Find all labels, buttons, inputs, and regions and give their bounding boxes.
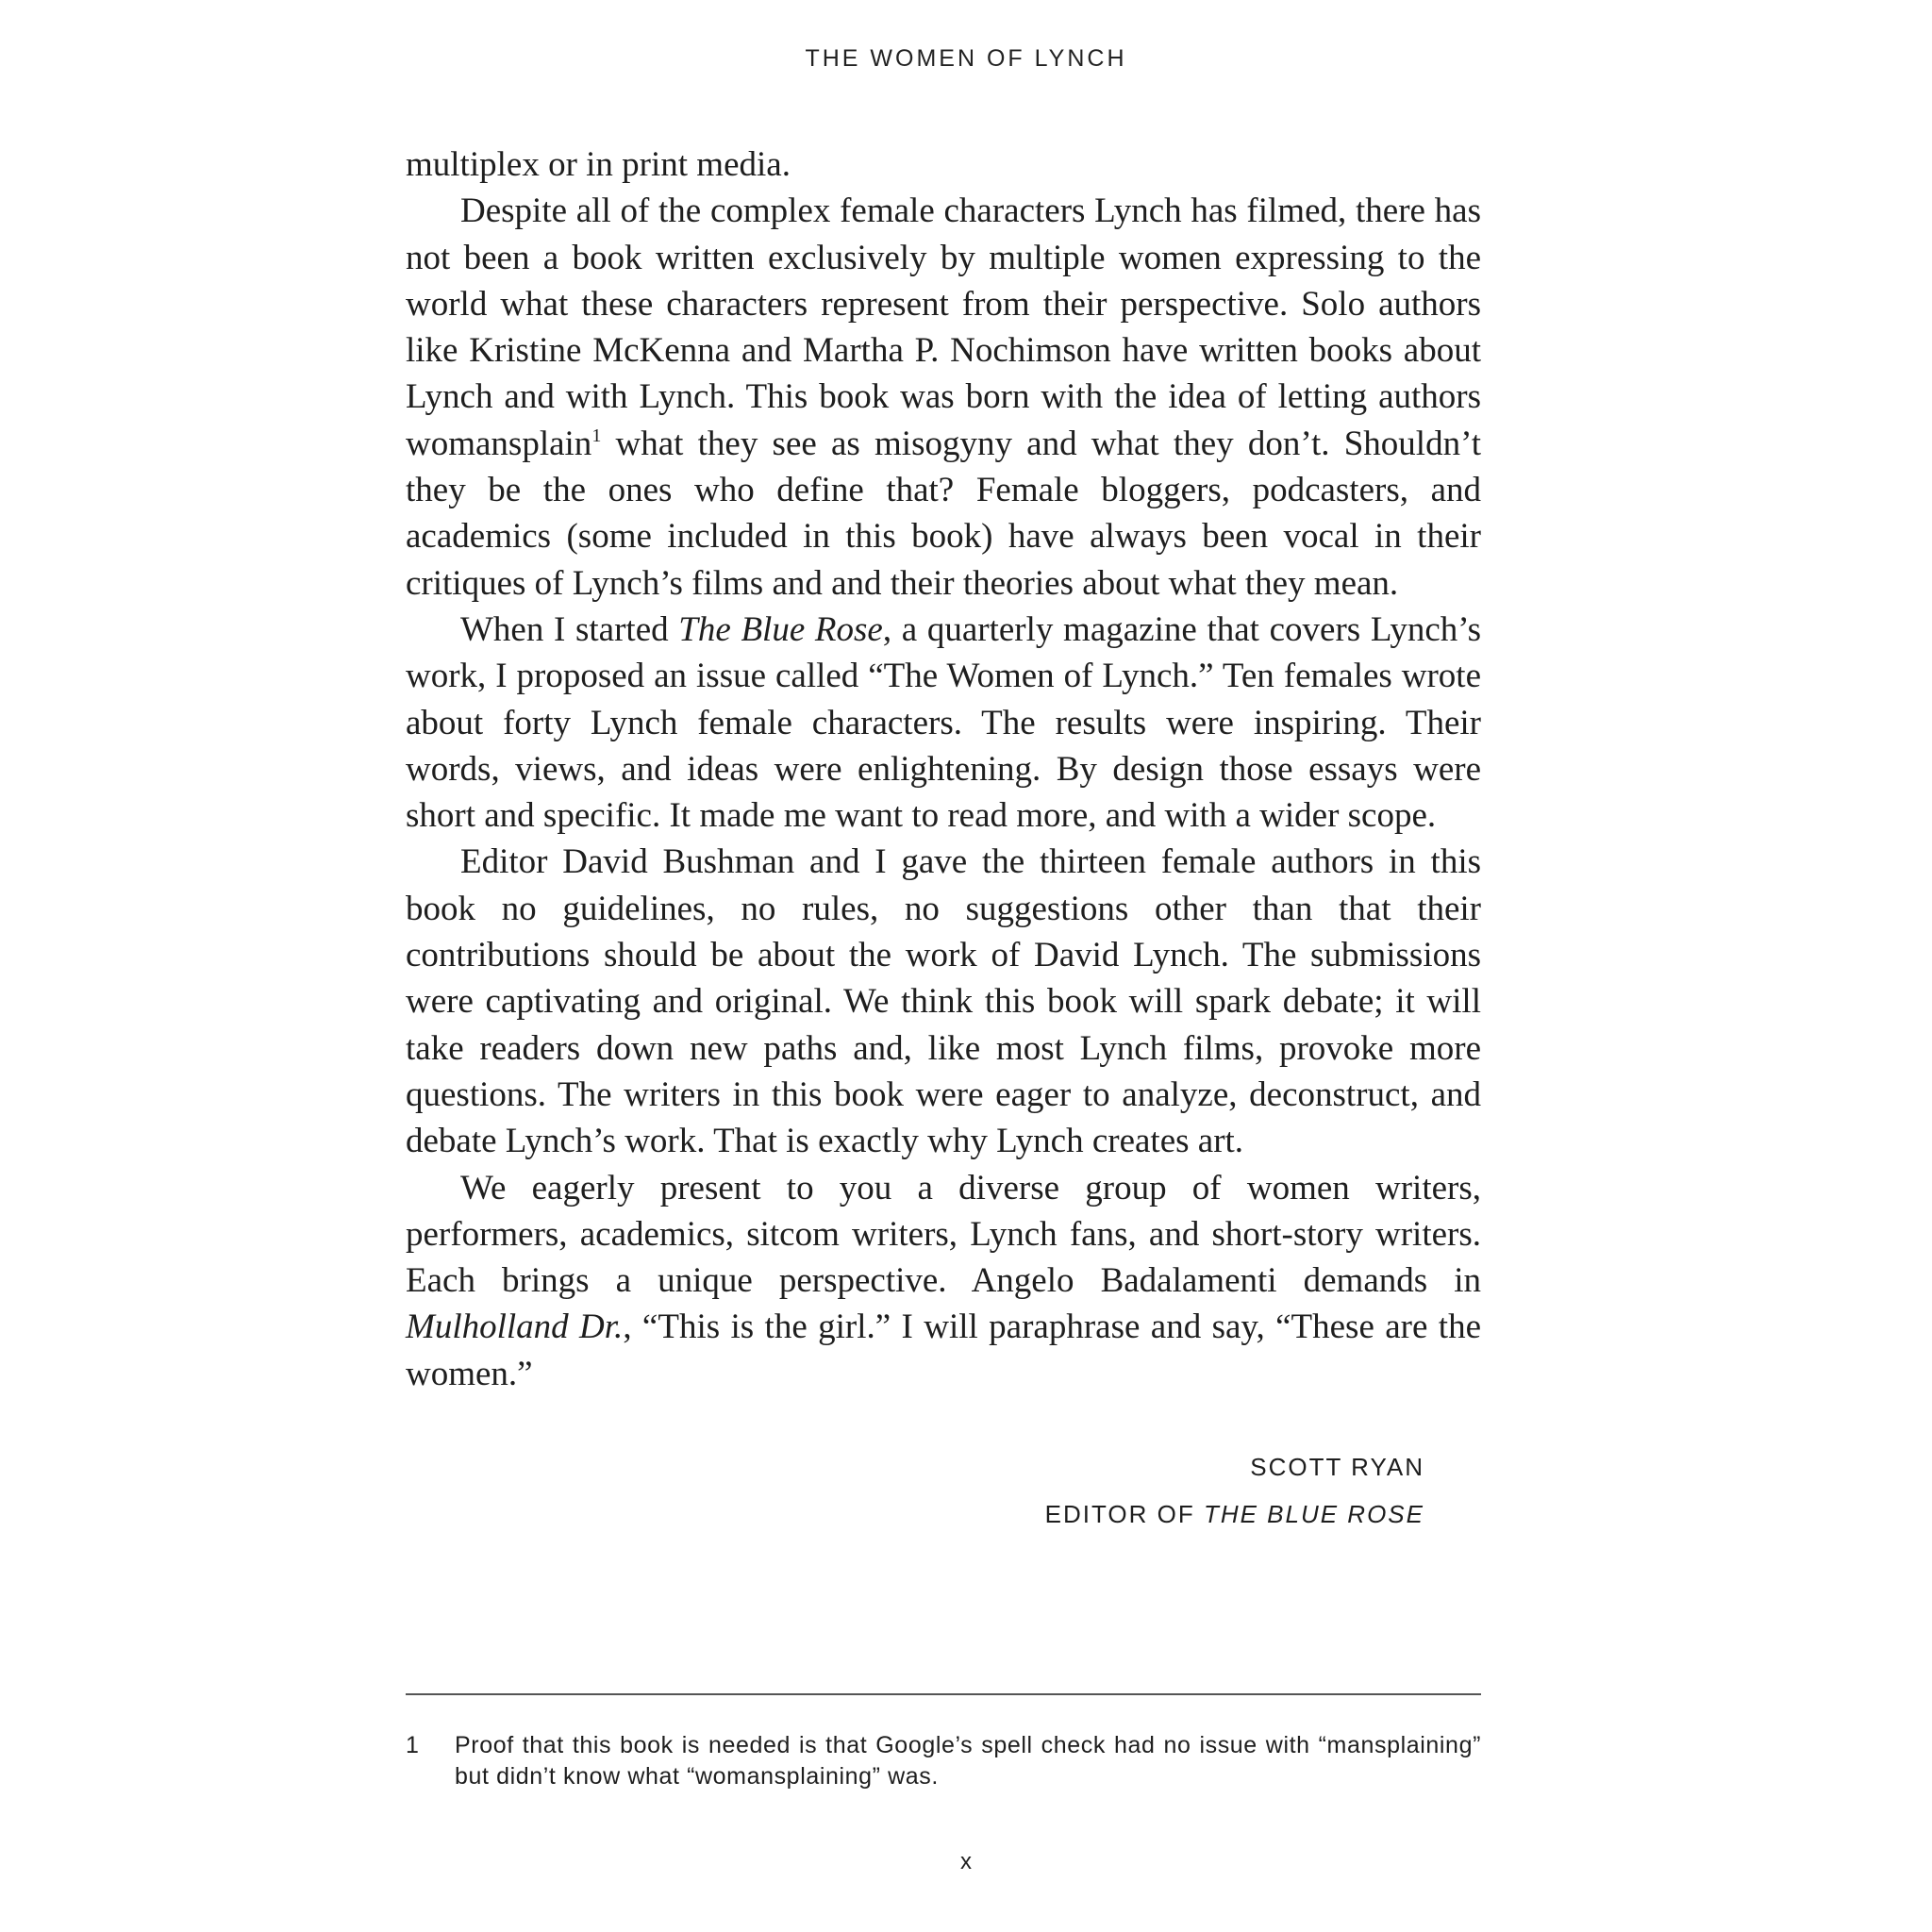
running-head: THE WOMEN OF LYNCH	[805, 45, 1127, 72]
footnote-number: 1	[406, 1732, 420, 1758]
signature-title	[1045, 1491, 1424, 1538]
text-run: When I started	[460, 609, 679, 649]
text-run: , “This is the girl.” I will paraphrase and say, “These are the women.”	[406, 1307, 1481, 1393]
italic-title: The Blue Rose	[678, 609, 883, 649]
body-paragraph	[406, 142, 1481, 188]
italic-title: Mulholland Dr.	[406, 1307, 624, 1347]
signature	[1045, 1443, 1424, 1538]
page-number: x	[960, 1849, 972, 1874]
text-run: We eagerly present to you a diverse group of women writers, performers, academics, sitcom writers, Lynch fans, and short-story writers. Each brings a unique perspective. Angelo Badalamenti demands in	[406, 1168, 1481, 1301]
body-text	[406, 142, 1481, 1397]
footnote-rule	[406, 1693, 1481, 1695]
body-paragraph	[406, 1165, 1481, 1397]
body-paragraph	[406, 839, 1481, 1164]
footnote	[406, 1730, 1481, 1792]
text-run: Editor David Bushman and I gave the thirteen female authors in this book no guidelines, no rules, no suggestions other than that their contributions should be about the work of David Lynch. The submissions were captivating and original. We think this book will spark debate; it will take readers down new paths and, like most Lynch films, provoke more questions. The writers in this book were eager to analyze, deconstruct, and debate Lynch’s work. That is exactly why Lynch creates art.	[406, 842, 1481, 1161]
signature-title-prefix: EDITOR OF	[1044, 1500, 1204, 1528]
signature-title-publication: THE BLUE ROSE	[1203, 1500, 1424, 1528]
footnote-reference: 1	[591, 425, 602, 446]
text-run: what they see as misogyny and what they don’t. Shouldn’t they be the ones who define that? Female bloggers, podcasters, and academics (some included in this book) have always been vocal in their critiques of Lynch’s films and and their theories about what they mean.	[406, 424, 1481, 603]
text-run: Despite all of the complex female characters Lynch has filmed, there has not been a book written exclusively by multiple women expressing to the world what these characters represent from their perspective. Solo authors like Kristine McKenna and Martha P. Nochimson have written books about Lynch and with Lynch. This book was born with the idea of letting authors womansplain	[406, 192, 1481, 463]
footnote-text: Proof that this book is needed is that Google’s spell check had no issue with “mansplaining” but didn’t know what “womansplaining” was.	[455, 1732, 1481, 1790]
body-paragraph	[406, 607, 1481, 839]
text-run: , a quarterly magazine that covers Lynch’s work, I proposed an issue called “The Women of Lynch.” Ten females wrote about forty Lynch female characters. The results were inspiring. Their words, views, and ideas were enlightening. By design those essays were short and specific. It made me want to read more, and with a wider scope.	[406, 609, 1481, 836]
text-run: multiplex or in print media.	[406, 145, 791, 184]
signature-name: SCOTT RYAN	[1250, 1453, 1424, 1481]
body-paragraph	[406, 188, 1481, 607]
